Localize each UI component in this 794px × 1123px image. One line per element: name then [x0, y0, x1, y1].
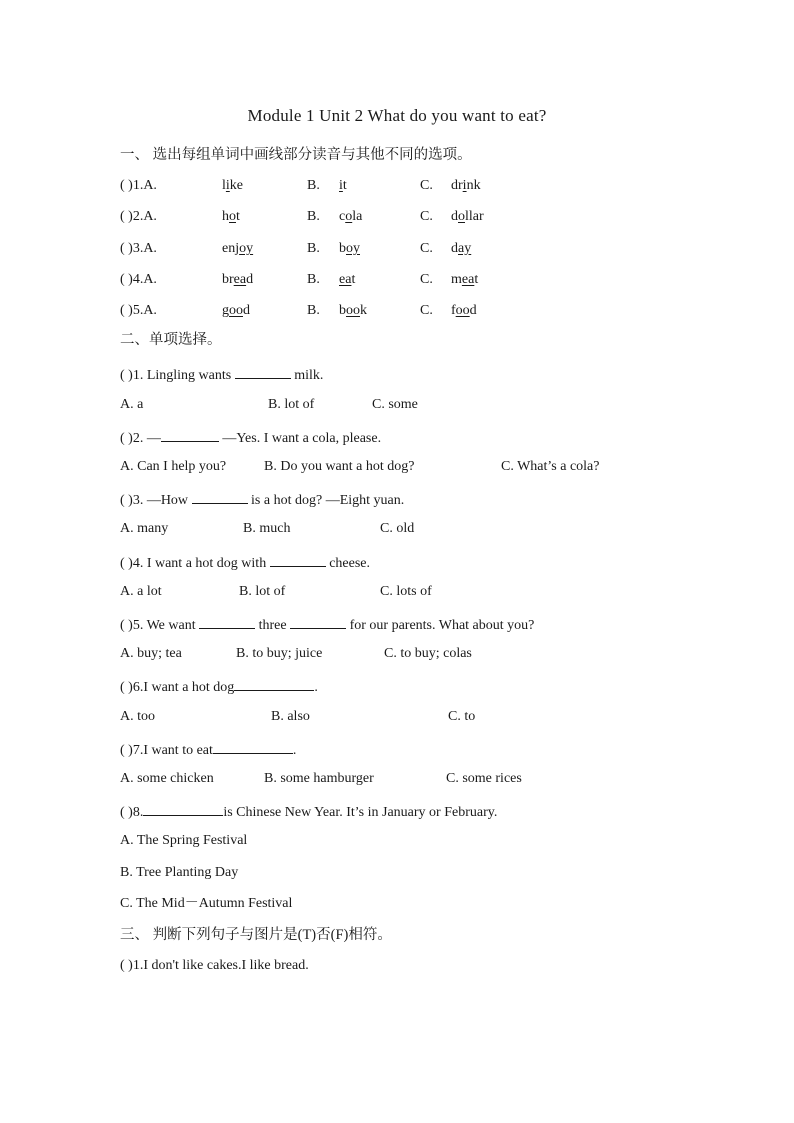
q7-option-b: B. some hamburger	[264, 771, 374, 786]
phonics-row-4-label-c: C.	[420, 272, 433, 287]
word-underlined-part: oy	[346, 241, 360, 256]
q6-post: .	[314, 680, 318, 695]
q4-option-a: A. a lot	[120, 584, 162, 599]
phonics-row-2-word-a	[222, 208, 240, 226]
word-underlined-part: o	[345, 209, 353, 224]
q4-pre: ( )4. I want a hot dog with	[120, 556, 270, 571]
q7-stem	[120, 739, 296, 760]
word-prefix: m	[451, 272, 462, 287]
q1-post: milk.	[290, 368, 324, 383]
phonics-row-5-label-b: B.	[307, 303, 320, 318]
word-suffix: ke	[229, 178, 243, 193]
word-prefix: g	[222, 303, 229, 318]
word-prefix: d	[451, 241, 458, 256]
phonics-row-4-word-b	[339, 271, 355, 289]
q5-option-b: B. to buy; juice	[236, 646, 323, 661]
q3-blank	[192, 489, 248, 504]
word-suffix: la	[352, 209, 363, 224]
q6-option-c: C. to	[448, 709, 476, 724]
q4-option-c: C. lots of	[380, 584, 432, 599]
q2-option-b: B. Do you want a hot dog?	[264, 459, 415, 474]
word-suffix: d	[246, 272, 254, 287]
q1-option-c: C. some	[372, 397, 418, 412]
phonics-row-1-label-b: B.	[307, 178, 320, 193]
phonics-row-2-label-c: C.	[420, 209, 433, 224]
word-underlined-part: ea	[339, 272, 352, 287]
phonics-row-3-word-a	[222, 240, 253, 258]
phonics-row-5-label-c: C.	[420, 303, 433, 318]
q2-blank	[161, 427, 219, 442]
q4-option-b: B. lot of	[239, 584, 286, 599]
word-underlined-part: oy	[239, 241, 254, 256]
word-suffix: t	[342, 178, 347, 193]
word-suffix: nk	[466, 178, 481, 193]
word-underlined-part: i	[225, 178, 230, 193]
word-underlined-part: ea	[461, 272, 475, 287]
phonics-row-4-number: ( )4.A.	[120, 272, 157, 287]
q1-pre: ( )1. Lingling wants	[120, 368, 235, 383]
q1-option-a: A. a	[120, 397, 144, 412]
word-prefix: b	[339, 303, 346, 318]
phonics-row-1-word-b	[339, 177, 347, 195]
word-prefix: f	[451, 303, 456, 318]
q7-blank	[213, 739, 293, 754]
phonics-row-3-label-b: B.	[307, 241, 320, 256]
q6-option-b: B. also	[271, 709, 310, 724]
q5-option-c: C. to buy; colas	[384, 646, 472, 661]
phonics-row-5-number: ( )5.A.	[120, 303, 157, 318]
q4-stem	[120, 552, 370, 573]
word-prefix: br	[222, 272, 234, 287]
q6-pre: ( )6.I want a hot dog	[120, 680, 235, 695]
q8-option-c: C. The Mid－Autumn Festival	[120, 896, 293, 911]
q5-stem	[120, 614, 534, 635]
q3-option-c: C. old	[380, 521, 415, 536]
q4-blank	[270, 552, 326, 567]
q5-blank-2	[290, 614, 346, 629]
q7-option-c: C. some rices	[446, 771, 522, 786]
q7-option-a: A. some chicken	[120, 771, 214, 786]
word-suffix: t	[351, 272, 356, 287]
word-underlined-part: o	[458, 209, 465, 224]
q5-mid: three	[255, 618, 291, 633]
q7-post: .	[292, 743, 297, 758]
q3-pre: ( )3. —How	[120, 493, 192, 508]
q6-blank	[234, 676, 314, 691]
q8-pre: ( )8.	[120, 805, 144, 820]
q6-option-a: A. too	[120, 709, 155, 724]
word-suffix: llar	[465, 209, 484, 224]
phonics-row-1-word-a	[222, 177, 243, 195]
q3-option-a: A. many	[120, 521, 169, 536]
s3-q1-stem: ( )1.I don't like cakes.I like bread.	[120, 958, 309, 973]
word-underlined-part: oo	[455, 303, 470, 318]
q1-blank	[235, 364, 291, 379]
section2-heading: 二、单项选择。	[120, 332, 222, 348]
word-underlined-part: oo	[346, 303, 360, 318]
section1-heading: 一、 选出每组单词中画线部分读音与其他不同的选项。	[120, 147, 472, 163]
q3-post: is a hot dog? —Eight yuan.	[247, 493, 405, 508]
q2-option-a: A. Can I help you?	[120, 459, 227, 474]
section3-heading: 三、 判断下列句子与图片是(T)否(F)相符。	[120, 927, 392, 943]
word-suffix: d	[469, 303, 477, 318]
q8-post: is Chinese New Year. It’s in January or February.	[223, 805, 498, 820]
q3-stem	[120, 489, 404, 510]
q1-option-b: B. lot of	[268, 397, 315, 412]
phonics-row-2-word-c	[451, 208, 484, 226]
q1-stem	[120, 364, 323, 385]
phonics-row-5-word-a	[222, 302, 250, 320]
word-underlined-part: ay	[458, 241, 472, 256]
word-prefix: d	[451, 209, 458, 224]
q6-stem	[120, 676, 318, 697]
phonics-row-3-word-c	[451, 240, 471, 258]
phonics-row-2-number: ( )2.A.	[120, 209, 157, 224]
phonics-row-1-number: ( )1.A.	[120, 178, 157, 193]
word-suffix: t	[236, 209, 240, 224]
phonics-row-4-label-b: B.	[307, 272, 320, 287]
q3-option-b: B. much	[243, 521, 291, 536]
q4-post: cheese.	[325, 556, 371, 571]
word-underlined-part: ea	[233, 272, 247, 287]
word-prefix: c	[339, 209, 346, 224]
word-prefix: dr	[451, 178, 463, 193]
word-underlined-part: i	[462, 178, 467, 193]
word-suffix: k	[360, 303, 367, 318]
word-suffix: d	[243, 303, 250, 318]
q5-blank-1	[199, 614, 255, 629]
phonics-row-3-number: ( )3.A.	[120, 241, 157, 256]
q2-stem	[120, 427, 381, 448]
q8-blank	[143, 801, 223, 816]
phonics-row-4-word-a	[222, 271, 253, 289]
word-underlined-part: o	[229, 209, 236, 224]
word-prefix: h	[222, 209, 229, 224]
q8-stem	[120, 801, 497, 822]
phonics-row-4-word-c	[451, 271, 478, 289]
q2-post: —Yes. I want a cola, please.	[218, 431, 382, 446]
word-prefix: b	[339, 241, 346, 256]
word-underlined-part: oo	[229, 303, 243, 318]
q5-post: for our parents. What about you?	[346, 618, 535, 633]
word-prefix: enj	[222, 241, 240, 256]
phonics-row-2-label-b: B.	[307, 209, 320, 224]
phonics-row-1-word-c	[451, 177, 481, 195]
q5-pre: ( )5. We want	[120, 618, 200, 633]
phonics-row-5-word-c	[451, 302, 477, 320]
q2-option-c: C. What’s a cola?	[501, 459, 600, 474]
word-prefix: l	[222, 178, 226, 193]
q2-pre: ( )2. —	[120, 431, 161, 446]
q8-option-a: A. The Spring Festival	[120, 833, 248, 848]
phonics-row-2-word-b	[339, 208, 362, 226]
word-underlined-part: i	[339, 178, 343, 193]
q5-option-a: A. buy; tea	[120, 646, 182, 661]
page-title: Module 1 Unit 2 What do you want to eat?	[247, 106, 547, 125]
q8-option-b: B. Tree Planting Day	[120, 865, 239, 880]
phonics-row-1-label-c: C.	[420, 178, 433, 193]
phonics-row-3-word-b	[339, 240, 360, 258]
phonics-row-3-label-c: C.	[420, 241, 433, 256]
q7-pre: ( )7.I want to eat	[120, 743, 213, 758]
phonics-row-5-word-b	[339, 302, 367, 320]
word-suffix: t	[474, 272, 479, 287]
